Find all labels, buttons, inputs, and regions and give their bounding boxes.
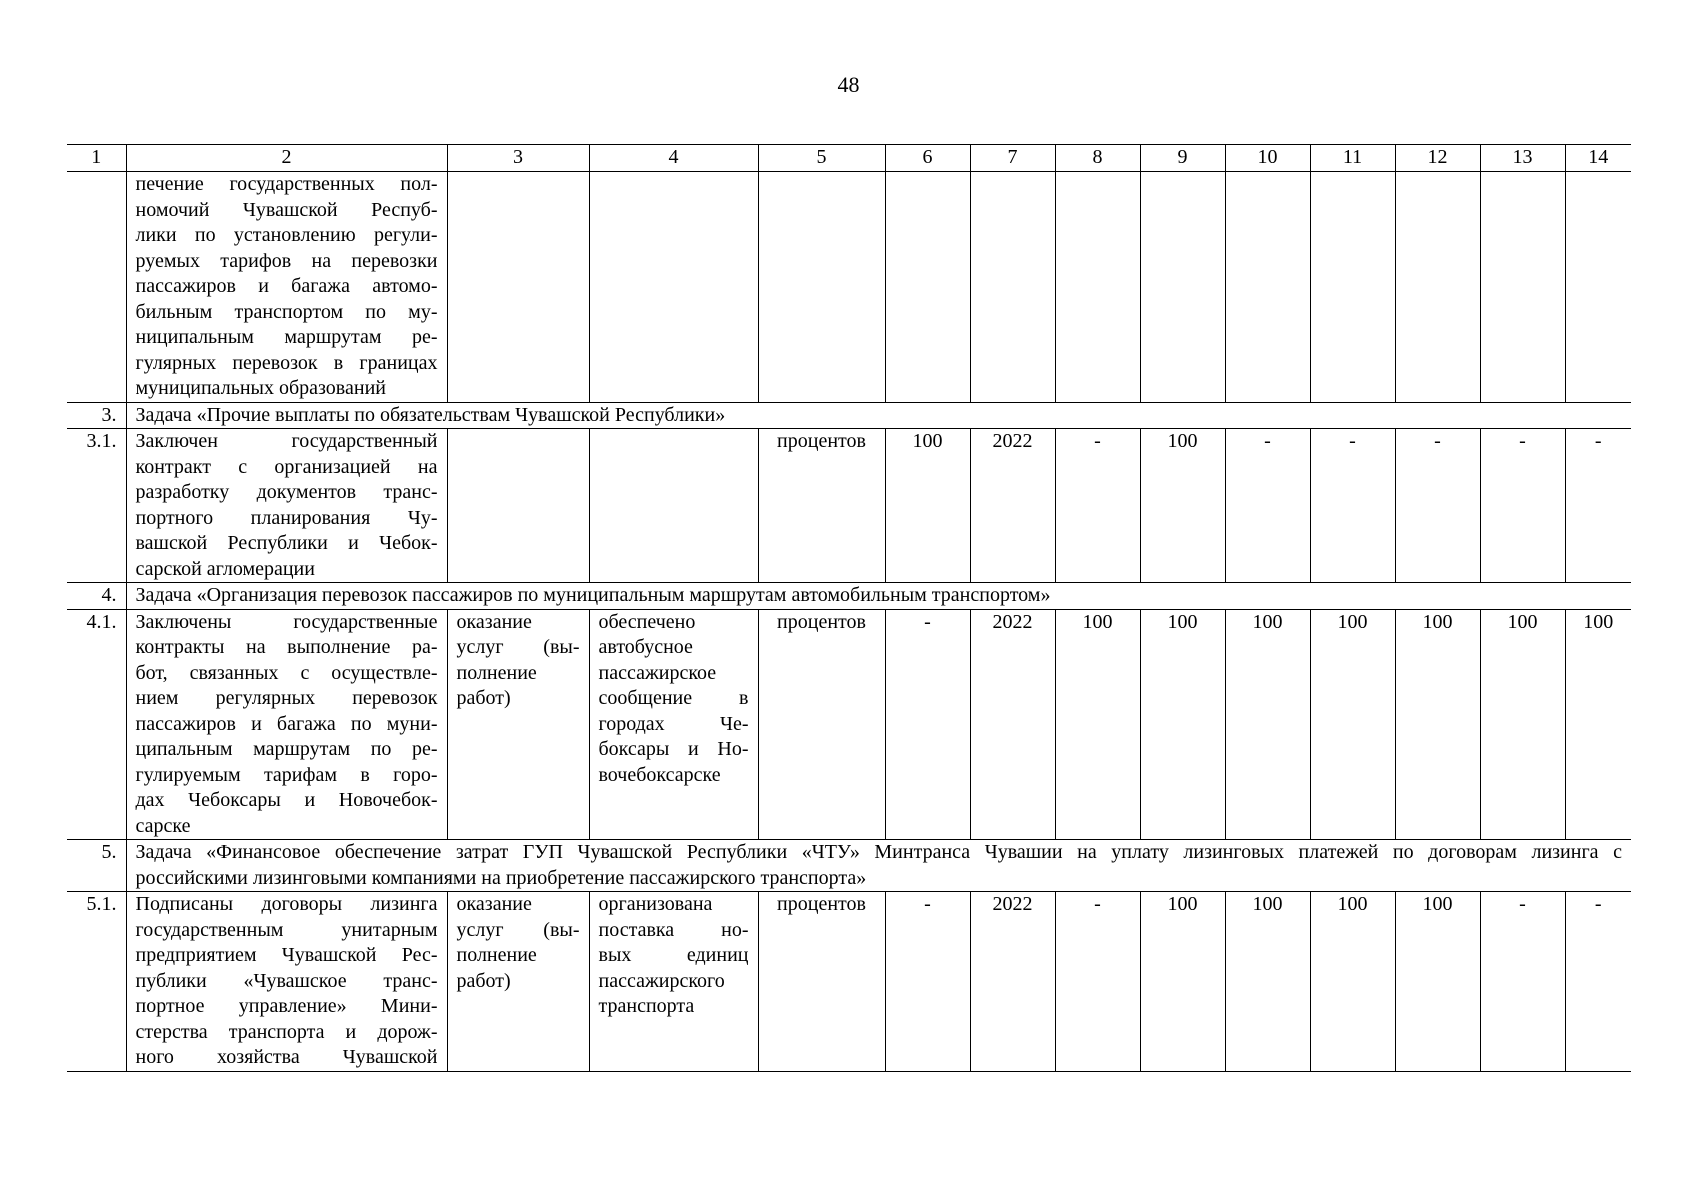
- row-number: 3.1.: [67, 429, 126, 583]
- table-row: [67, 172, 1631, 403]
- task-title: [126, 840, 1631, 892]
- table-cell: [1565, 172, 1631, 403]
- header-cell: 11: [1310, 145, 1395, 172]
- text-line: номочий Чувашской Респуб-: [135, 198, 438, 221]
- year-cell: 2022: [970, 609, 1055, 840]
- value-cell: 100: [1395, 892, 1480, 1072]
- row-number: 5.1.: [67, 892, 126, 1072]
- text-line: ципальным маршрутам по ре-: [135, 738, 438, 760]
- text-line: пассажирского: [598, 969, 725, 992]
- text-line: транспорта: [598, 995, 695, 1017]
- table-cell: [1395, 172, 1480, 403]
- header-cell: 10: [1225, 145, 1310, 172]
- value-cell: -: [1480, 892, 1565, 1072]
- text-line: организована: [598, 893, 713, 915]
- task-row: [67, 402, 1631, 429]
- row-number: 4.1.: [67, 609, 126, 840]
- value-cell: -: [1310, 429, 1395, 583]
- value-cell: -: [885, 892, 970, 1072]
- text-line: полнение: [456, 661, 537, 684]
- value-cell: -: [1225, 429, 1310, 583]
- text-line: сообщение в: [598, 687, 749, 709]
- text-line: автобусное: [598, 636, 693, 658]
- text-line: бильным транспортом по му-: [135, 300, 438, 323]
- unit-cell: процентов: [758, 609, 885, 840]
- text-line: пассажирское: [598, 661, 717, 684]
- table-cell: [885, 172, 970, 403]
- service-type-cell: [447, 609, 589, 840]
- text-line: гулируемым тарифам в горо-: [135, 763, 438, 786]
- text-line: городах Че-: [598, 712, 749, 735]
- table-cell: [1225, 172, 1310, 403]
- text-line: портного планирования Чу-: [135, 506, 438, 529]
- text-line: сарской агломерации: [135, 557, 315, 580]
- row-description: [126, 892, 447, 1072]
- text-line: услуг (вы-: [456, 636, 580, 658]
- table-cell: [447, 429, 589, 583]
- value-cell: 100: [1140, 429, 1225, 583]
- year-cell: 2022: [970, 429, 1055, 583]
- task-row: [67, 583, 1631, 610]
- table-cell: [447, 172, 589, 403]
- task-number: 5.: [67, 840, 126, 892]
- table-cell: [1140, 172, 1225, 403]
- value-cell: 100: [1480, 609, 1565, 840]
- header-row: [67, 145, 1631, 172]
- header-cell: 7: [970, 145, 1055, 172]
- value-cell: 100: [1310, 892, 1395, 1072]
- text-line: работ): [456, 969, 511, 992]
- value-cell: 100: [885, 429, 970, 583]
- text-line: оказание: [456, 610, 532, 633]
- text-line: гулярных перевозок в границах: [135, 351, 438, 374]
- table-cell: [970, 172, 1055, 403]
- value-cell: 100: [1225, 892, 1310, 1072]
- value-cell: 100: [1225, 609, 1310, 840]
- text-line: государственным унитарным: [135, 918, 438, 941]
- unit-cell: процентов: [758, 892, 885, 1072]
- text-line: публики «Чувашское транс-: [135, 969, 438, 992]
- result-cell: [589, 609, 758, 840]
- text-line: разработку документов транс-: [135, 481, 438, 503]
- text-line: вых единиц: [598, 944, 749, 966]
- text-line: ниципальным маршрутам ре-: [135, 326, 438, 348]
- value-cell: 100: [1310, 609, 1395, 840]
- header-cell: 14: [1565, 145, 1631, 172]
- text-line: печение государственных пол-: [135, 173, 438, 195]
- text-line: руемых тарифов на перевозки: [135, 249, 438, 272]
- header-cell: 5: [758, 145, 885, 172]
- page-number: 48: [837, 72, 860, 97]
- row-number: [67, 172, 126, 403]
- header-cell: 8: [1055, 145, 1140, 172]
- text-line: вашской Республики и Чебок-: [135, 532, 438, 554]
- text-line: портное управление» Мини-: [135, 995, 438, 1017]
- text-line: оказание: [456, 893, 532, 915]
- text-line: услуг (вы-: [456, 918, 580, 941]
- table-row: [67, 609, 1631, 840]
- text-line: предприятием Чувашской Рес-: [135, 944, 438, 966]
- text-line: лики по установлению регули-: [135, 224, 438, 246]
- text-line: полнение: [456, 944, 537, 966]
- text-line: бот, связанных с осуществле-: [135, 661, 438, 684]
- header-cell: 1: [67, 145, 126, 172]
- value-cell: -: [1565, 429, 1631, 583]
- text-line: пассажиров и багажа по муни-: [135, 712, 438, 735]
- text-line: дах Чебоксары и Новочебок-: [135, 789, 438, 811]
- header-cell: 12: [1395, 145, 1480, 172]
- table-cell: [589, 172, 758, 403]
- text-line: нием регулярных перевозок: [135, 687, 438, 709]
- text-line: пассажиров и багажа автомо-: [135, 275, 438, 297]
- value-cell: -: [1480, 429, 1565, 583]
- task-row: [67, 840, 1631, 892]
- table-cell: [589, 429, 758, 583]
- text-line: работ): [456, 687, 511, 709]
- value-cell: -: [1055, 892, 1140, 1072]
- text-line: Подписаны договоры лизинга: [135, 893, 438, 915]
- text-line: муниципальных образований: [135, 377, 386, 399]
- value-cell: 100: [1565, 609, 1631, 840]
- text-line: контракты на выполнение ра-: [135, 636, 438, 658]
- table-row: [67, 892, 1631, 1072]
- text-line: стерства транспорта и дорож-: [135, 1020, 438, 1043]
- text-line: Заключен государственный: [135, 430, 438, 452]
- text-line: вочебоксарске: [598, 763, 721, 786]
- text-line: обеспечено: [598, 610, 696, 633]
- value-cell: 100: [1140, 609, 1225, 840]
- text-line: поставка но-: [598, 918, 749, 941]
- result-cell: [589, 892, 758, 1072]
- year-cell: 2022: [970, 892, 1055, 1072]
- table-cell: [1055, 172, 1140, 403]
- text-line: российскими лизинговыми компаниями на приобретение пассажирского транспорта»: [135, 866, 867, 889]
- table-cell: [1480, 172, 1565, 403]
- header-cell: 4: [589, 145, 758, 172]
- service-type-cell: [447, 892, 589, 1072]
- text-line: ного хозяйства Чувашской: [135, 1046, 438, 1068]
- row-description: [126, 609, 447, 840]
- value-cell: 100: [1395, 609, 1480, 840]
- task-number: 3.: [67, 402, 126, 429]
- table-cell: [1310, 172, 1395, 403]
- indicators-table: [67, 144, 1631, 1072]
- text-line: боксары и Но-: [598, 738, 749, 760]
- text-line: Заключены государственные: [135, 610, 438, 633]
- header-cell: 13: [1480, 145, 1565, 172]
- header-cell: 9: [1140, 145, 1225, 172]
- header-cell: 3: [447, 145, 589, 172]
- table-cell: [758, 172, 885, 403]
- task-title: Задача «Организация перевозок пассажиров по муниципальным маршрутам автомобильным транспортом»: [126, 583, 1631, 610]
- value-cell: 100: [1140, 892, 1225, 1072]
- value-cell: -: [1565, 892, 1631, 1072]
- text-line: контракт с организацией на: [135, 455, 438, 478]
- text-line: сарске: [135, 814, 191, 837]
- value-cell: -: [885, 609, 970, 840]
- task-title: Задача «Прочие выплаты по обязательствам Чувашской Республики»: [126, 402, 1631, 429]
- text-line: Задача «Финансовое обеспечение затрат ГУП Чувашской Республики «ЧТУ» Минтранса Чувашии на уплату лизинговых платежей по договорам лизинга с: [135, 841, 1622, 863]
- task-number: 4.: [67, 583, 126, 610]
- row-description: [126, 172, 447, 403]
- row-description: [126, 429, 447, 583]
- unit-cell: процентов: [758, 429, 885, 583]
- value-cell: 100: [1055, 609, 1140, 840]
- table-row: [67, 429, 1631, 583]
- header-cell: 6: [885, 145, 970, 172]
- value-cell: -: [1395, 429, 1480, 583]
- header-cell: 2: [126, 145, 447, 172]
- value-cell: -: [1055, 429, 1140, 583]
